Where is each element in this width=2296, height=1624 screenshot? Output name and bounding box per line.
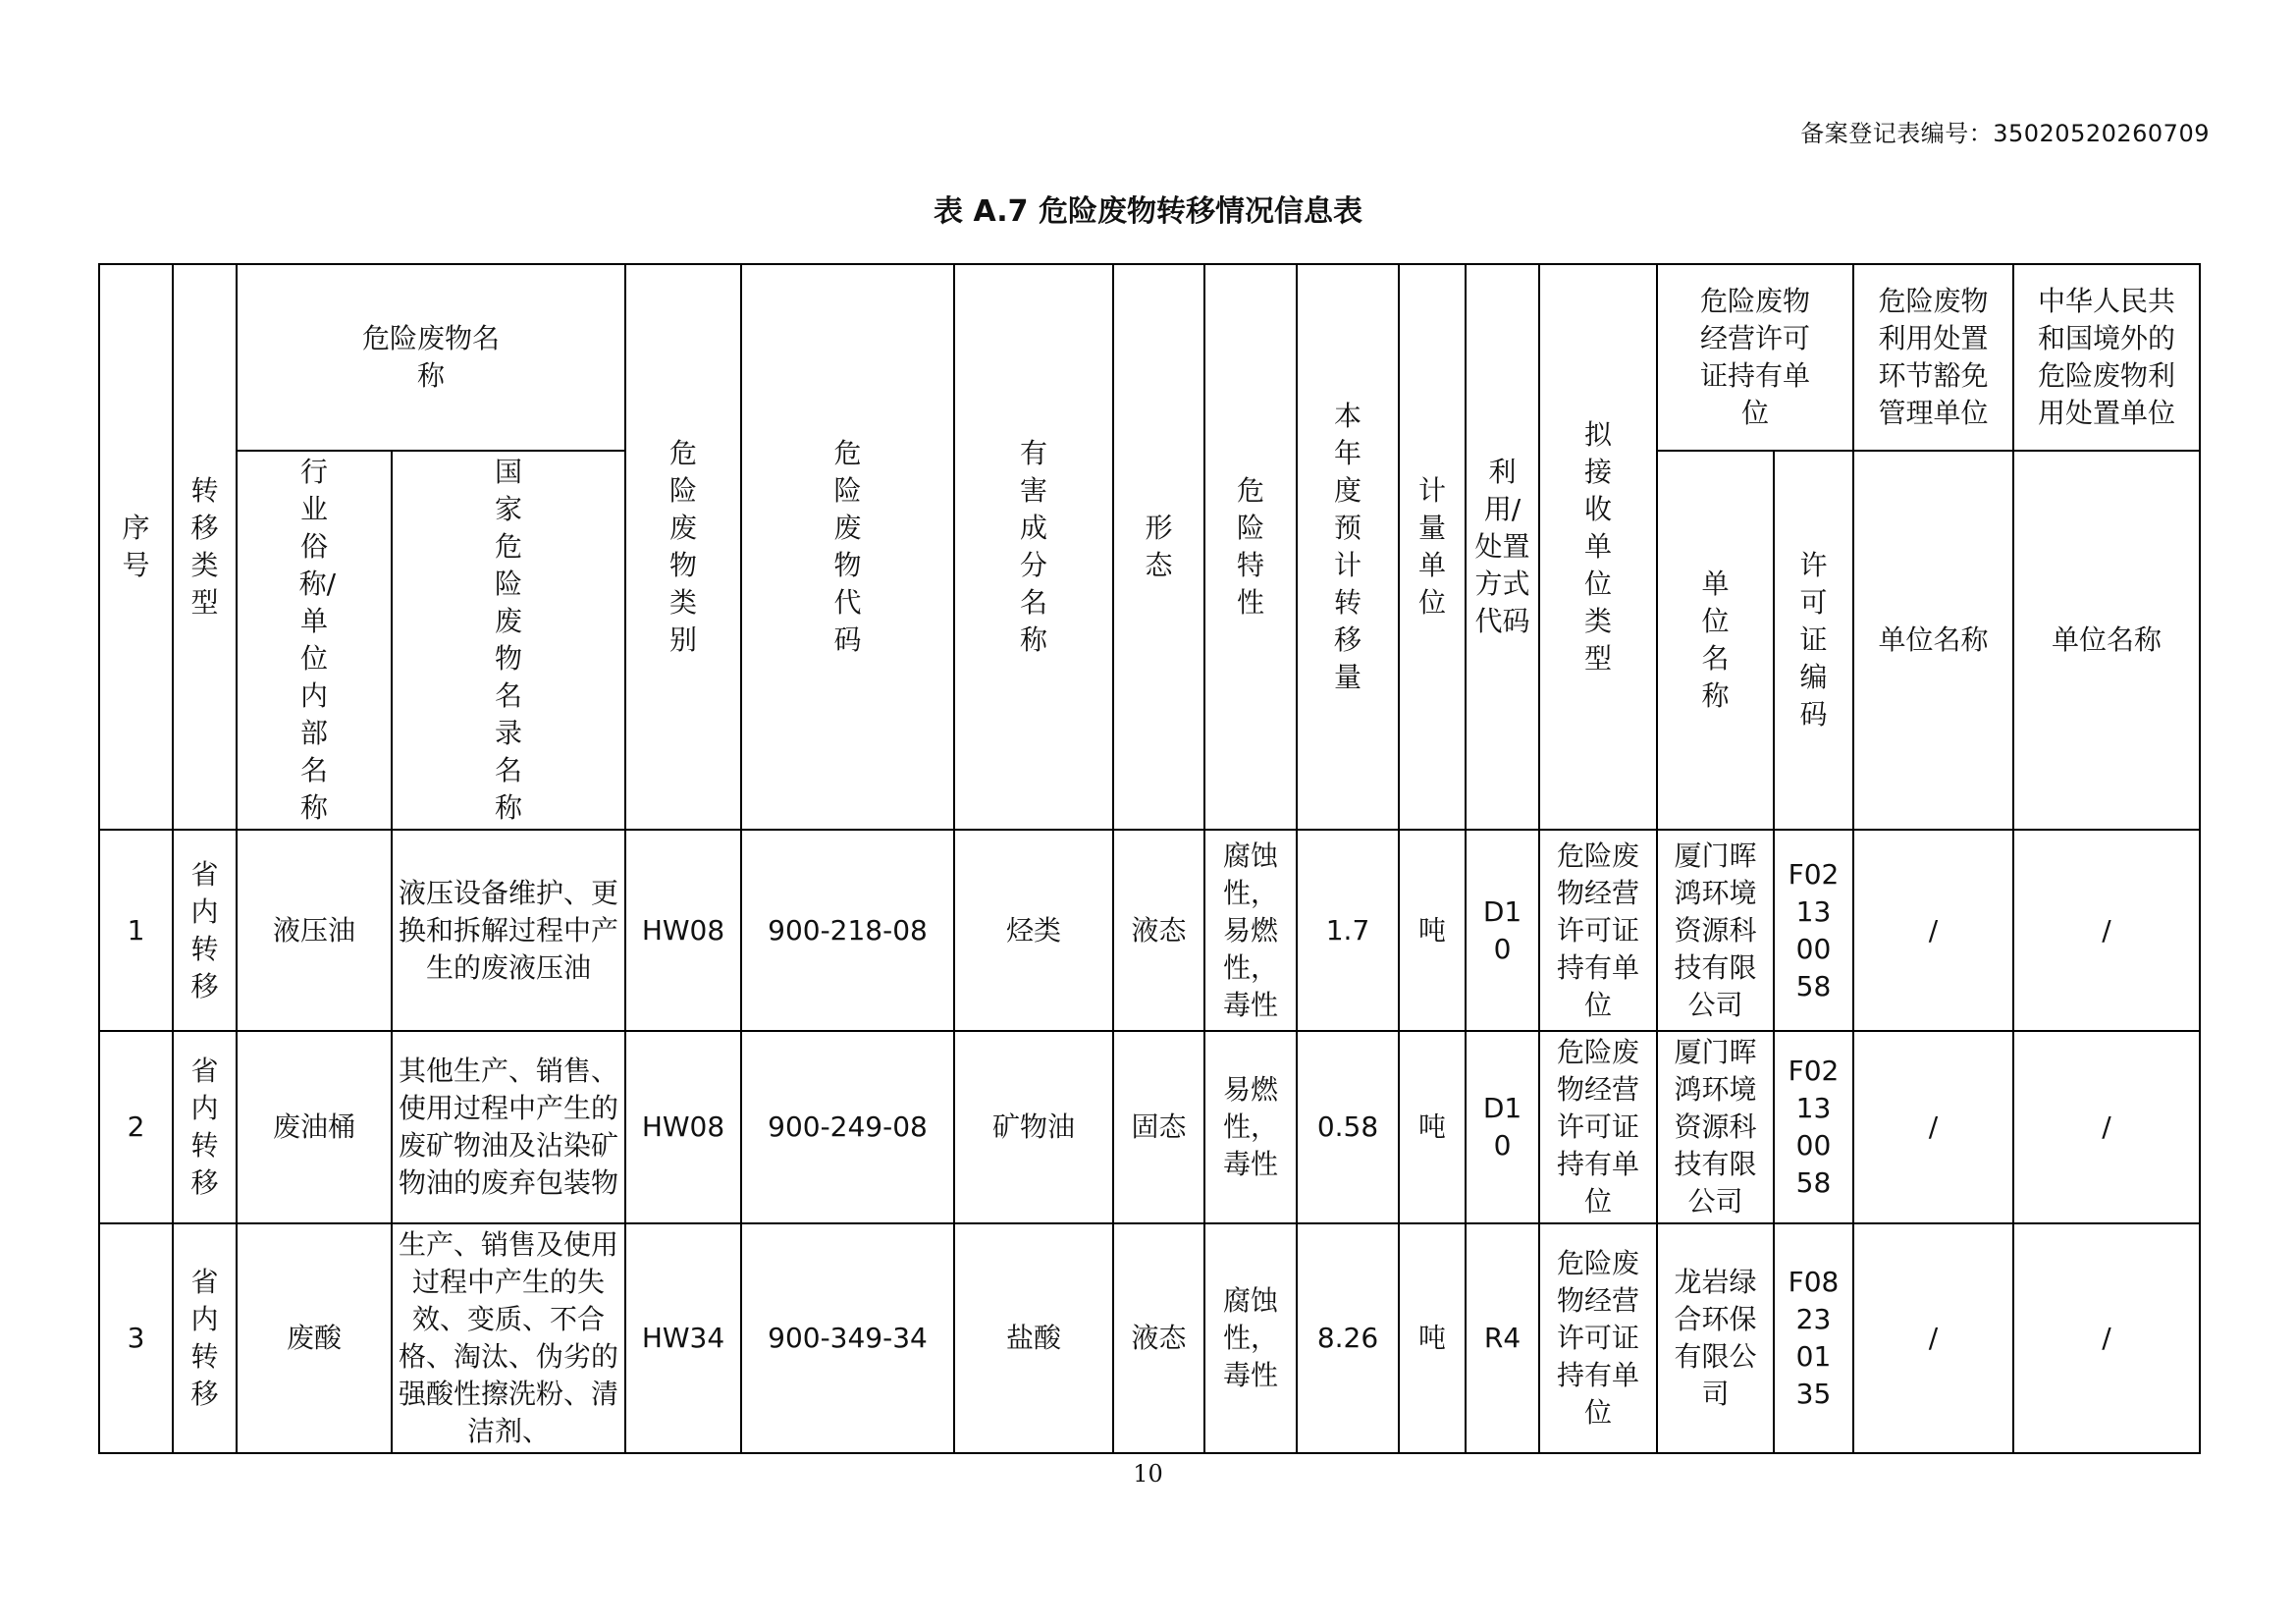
header-receiver-type: 拟接收单位类型 bbox=[1539, 264, 1657, 830]
header-exempt-name: 单位名称 bbox=[1853, 451, 2013, 830]
header-amount: 本年度预计转移量 bbox=[1297, 264, 1399, 830]
table-title: 表 A.7 危险废物转移情况信息表 bbox=[934, 194, 1362, 229]
cell-harmful: 盐酸 bbox=[954, 1223, 1113, 1453]
cell-form: 液态 bbox=[1113, 1223, 1204, 1453]
cell-license-no: F08230135 bbox=[1774, 1223, 1853, 1453]
cell-code: 900-218-08 bbox=[741, 830, 954, 1031]
cell-foreign-name: / bbox=[2013, 830, 2200, 1031]
cell-method: D10 bbox=[1466, 1031, 1539, 1223]
cell-seq: 2 bbox=[99, 1031, 173, 1223]
cell-national-name: 其他生产、销售、使用过程中产生的废矿物油及沾染矿物油的废弃包装物 bbox=[392, 1031, 625, 1223]
cell-license-no: F02130058 bbox=[1774, 1031, 1853, 1223]
cell-industry-name: 废酸 bbox=[237, 1223, 392, 1453]
cell-holder-name: 厦门晖鸿环境资源科技有限公司 bbox=[1657, 830, 1774, 1031]
cell-industry-name: 液压油 bbox=[237, 830, 392, 1031]
header-harmful: 有害成分名称 bbox=[954, 264, 1113, 830]
cell-license-no: F02130058 bbox=[1774, 830, 1853, 1031]
cell-amount: 1.7 bbox=[1297, 830, 1399, 1031]
header-license-holder: 危险废物经营许可证持有单位 bbox=[1657, 264, 1853, 451]
header-industry-name: 行业俗称/单位内部名称 bbox=[237, 451, 392, 830]
header-license-no: 许可证编码 bbox=[1774, 451, 1853, 830]
header-form: 形态 bbox=[1113, 264, 1204, 830]
header-method: 利用/处置方式代码 bbox=[1466, 264, 1539, 830]
cell-amount: 0.58 bbox=[1297, 1031, 1399, 1223]
header-national-name: 国家危险废物名录名称 bbox=[392, 451, 625, 830]
cell-foreign-name: / bbox=[2013, 1223, 2200, 1453]
header-category: 危险废物类别 bbox=[625, 264, 741, 830]
cell-transfer-type: 省内转移 bbox=[173, 830, 237, 1031]
cell-unit: 吨 bbox=[1399, 830, 1466, 1031]
cell-transfer-type: 省内转移 bbox=[173, 1031, 237, 1223]
table-row bbox=[99, 1223, 2200, 1453]
cell-form: 液态 bbox=[1113, 830, 1204, 1031]
cell-form: 固态 bbox=[1113, 1031, 1204, 1223]
cell-national-name: 生产、销售及使用过程中产生的失效、变质、不合格、淘汰、伪劣的强酸性擦洗粉、清洁剂、 bbox=[392, 1223, 625, 1453]
cell-transfer-type: 省内转移 bbox=[173, 1223, 237, 1453]
cell-unit: 吨 bbox=[1399, 1223, 1466, 1453]
header-waste-name: 危险废物名称 bbox=[237, 264, 625, 451]
cell-seq: 3 bbox=[99, 1223, 173, 1453]
cell-exempt-name: / bbox=[1853, 1031, 2013, 1223]
header-property: 危险特性 bbox=[1204, 264, 1297, 830]
cell-foreign-name: / bbox=[2013, 1031, 2200, 1223]
cell-seq: 1 bbox=[99, 830, 173, 1031]
cell-receiver-type: 危险废物经营许可证持有单位 bbox=[1539, 1031, 1657, 1223]
cell-category: HW08 bbox=[625, 1031, 741, 1223]
cell-industry-name: 废油桶 bbox=[237, 1031, 392, 1223]
table-row bbox=[99, 830, 2200, 1031]
cell-harmful: 矿物油 bbox=[954, 1031, 1113, 1223]
cell-method: D10 bbox=[1466, 830, 1539, 1031]
table-row bbox=[99, 1031, 2200, 1223]
header-seq: 序号 bbox=[99, 264, 173, 830]
header-foreign-name: 单位名称 bbox=[2013, 451, 2200, 830]
cell-property: 腐蚀性，毒性 bbox=[1204, 1223, 1297, 1453]
cell-category: HW08 bbox=[625, 830, 741, 1031]
cell-exempt-name: / bbox=[1853, 830, 2013, 1031]
cell-national-name: 液压设备维护、更换和拆解过程中产生的废液压油 bbox=[392, 830, 625, 1031]
header-holder-name: 单位名称 bbox=[1657, 451, 1774, 830]
cell-code: 900-249-08 bbox=[741, 1031, 954, 1223]
cell-amount: 8.26 bbox=[1297, 1223, 1399, 1453]
cell-harmful: 烃类 bbox=[954, 830, 1113, 1031]
header-row-1 bbox=[99, 264, 2200, 451]
cell-receiver-type: 危险废物经营许可证持有单位 bbox=[1539, 830, 1657, 1031]
cell-property: 易燃性，毒性 bbox=[1204, 1031, 1297, 1223]
cell-receiver-type: 危险废物经营许可证持有单位 bbox=[1539, 1223, 1657, 1453]
hazardous-waste-transfer-table bbox=[98, 263, 2201, 1454]
cell-method: R4 bbox=[1466, 1223, 1539, 1453]
cell-exempt-name: / bbox=[1853, 1223, 2013, 1453]
page-number: 10 bbox=[1133, 1460, 1163, 1488]
header-exempt: 危险废物利用处置环节豁免管理单位 bbox=[1853, 264, 2013, 451]
header-foreign: 中华人民共和国境外的危险废物利用处置单位 bbox=[2013, 264, 2200, 451]
header-unit: 计量单位 bbox=[1399, 264, 1466, 830]
header-code: 危险废物代码 bbox=[741, 264, 954, 830]
cell-category: HW34 bbox=[625, 1223, 741, 1453]
header-transfer-type: 转移类型 bbox=[173, 264, 237, 830]
cell-holder-name: 厦门晖鸿环境资源科技有限公司 bbox=[1657, 1031, 1774, 1223]
cell-unit: 吨 bbox=[1399, 1031, 1466, 1223]
registration-number: 备案登记表编号：35020520260709 bbox=[1800, 120, 2210, 147]
cell-property: 腐蚀性，易燃性，毒性 bbox=[1204, 830, 1297, 1031]
cell-holder-name: 龙岩绿合环保有限公司 bbox=[1657, 1223, 1774, 1453]
cell-code: 900-349-34 bbox=[741, 1223, 954, 1453]
